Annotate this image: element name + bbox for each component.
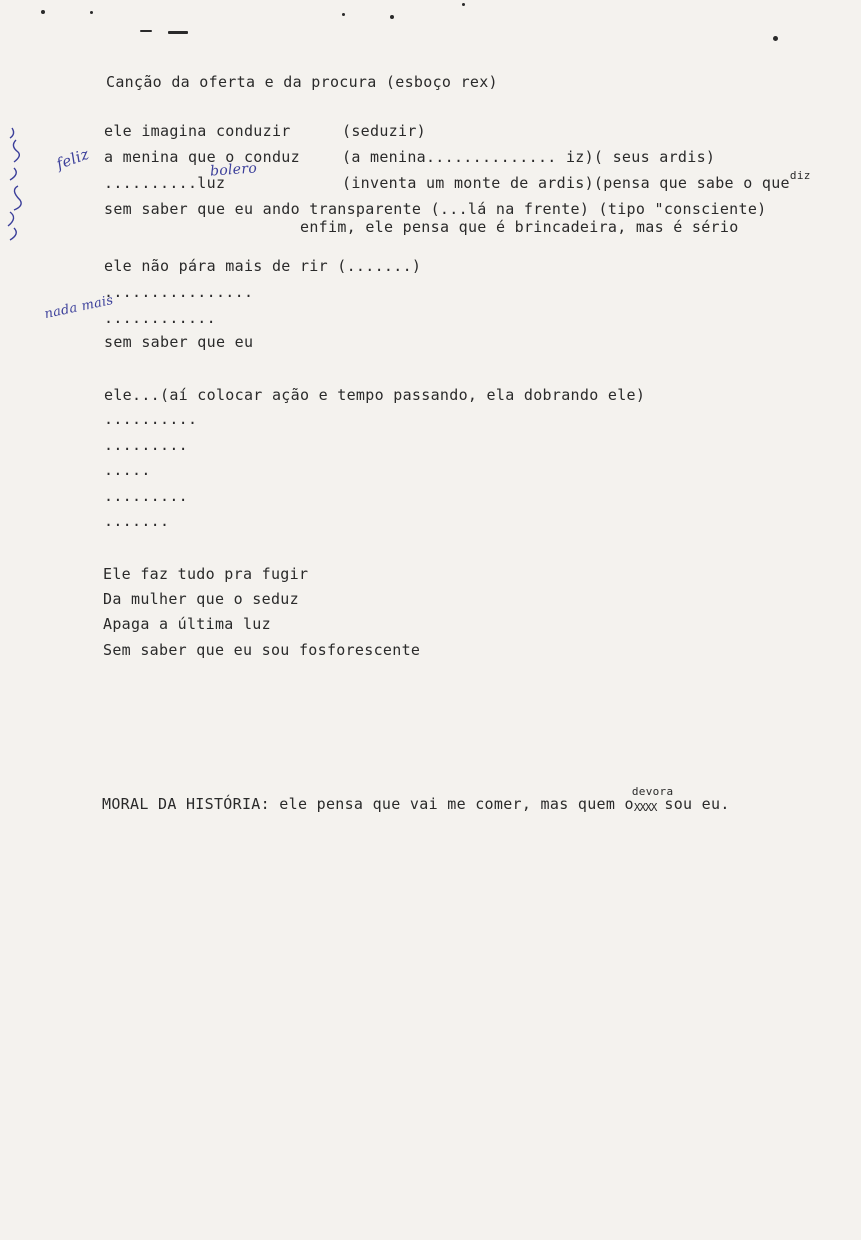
moral-struck-word: XXXX — [633, 801, 657, 814]
stanza2-line2: ................ — [104, 283, 254, 301]
moral-inserted-word: devora — [631, 785, 674, 798]
stanza1-line4: sem saber que eu ando transparente (...lá na frente) (tipo "consciente) — [104, 200, 767, 218]
handwritten-note-1: feliz — [53, 144, 92, 174]
stanza3-line5: ......... — [104, 487, 188, 505]
stanza1-line1: ele imagina conduzir — [104, 122, 291, 140]
stanza1-line3-superscript: diz — [789, 169, 811, 182]
stanza4-line2: Da mulher que o seduz — [103, 590, 299, 608]
stanza1-line3: ..........luz — [104, 174, 226, 192]
stanza2-line3: ............ — [104, 309, 216, 327]
stanza1-line2: a menina que o conduz — [104, 148, 300, 166]
stanza3-line6: ....... — [104, 512, 170, 530]
stanza2-line4: sem saber que eu — [104, 333, 254, 351]
stanza3-line4: ..... — [104, 461, 151, 479]
stanza1-line3-note-text: (inventa um monte de ardis)(pensa que sabe o que — [342, 174, 790, 192]
ink-speck — [773, 36, 778, 41]
margin-scribble — [0, 120, 30, 250]
stanza1-line1-note: (seduzir) — [342, 122, 426, 140]
ink-speck — [342, 13, 345, 16]
moral-ending: sou eu. — [664, 795, 730, 813]
stanza2-line1: ele não pára mais de rir (.......) — [104, 257, 422, 275]
stanza1-line2-note: (a menina.............. iz)( seus ardis) — [342, 148, 716, 166]
stanza3-line1: ele...(aí colocar ação e tempo passando, ela dobrando ele) — [104, 386, 646, 404]
moral-correction — [631, 785, 674, 815]
stanza3-line3: ......... — [104, 436, 188, 454]
ink-speck — [90, 11, 93, 14]
moral-text: MORAL DA HISTÓRIA: ele pensa que vai me comer, mas quem o — [102, 795, 634, 813]
stanza1-line3-note — [342, 169, 811, 194]
moral-line — [102, 785, 730, 815]
handwritten-note-3: nada mais — [43, 292, 115, 323]
handwritten-note-2: bolero — [209, 160, 258, 180]
ink-speck — [462, 3, 465, 6]
stanza4-line3: Apaga a última luz — [103, 615, 271, 633]
ink-speck — [41, 10, 45, 14]
stanza3-line2: .......... — [104, 410, 198, 428]
ink-speck — [390, 15, 394, 19]
stanza1-line5: enfim, ele pensa que é brincadeira, mas é sério — [300, 218, 739, 236]
stanza4-line4: Sem saber que eu sou fosforescente — [103, 641, 421, 659]
stanza4-line1: Ele faz tudo pra fugir — [103, 565, 309, 583]
ink-speck — [168, 31, 188, 34]
ink-speck — [140, 30, 152, 32]
song-title: Canção da oferta e da procura (esboço rex) — [106, 73, 498, 91]
